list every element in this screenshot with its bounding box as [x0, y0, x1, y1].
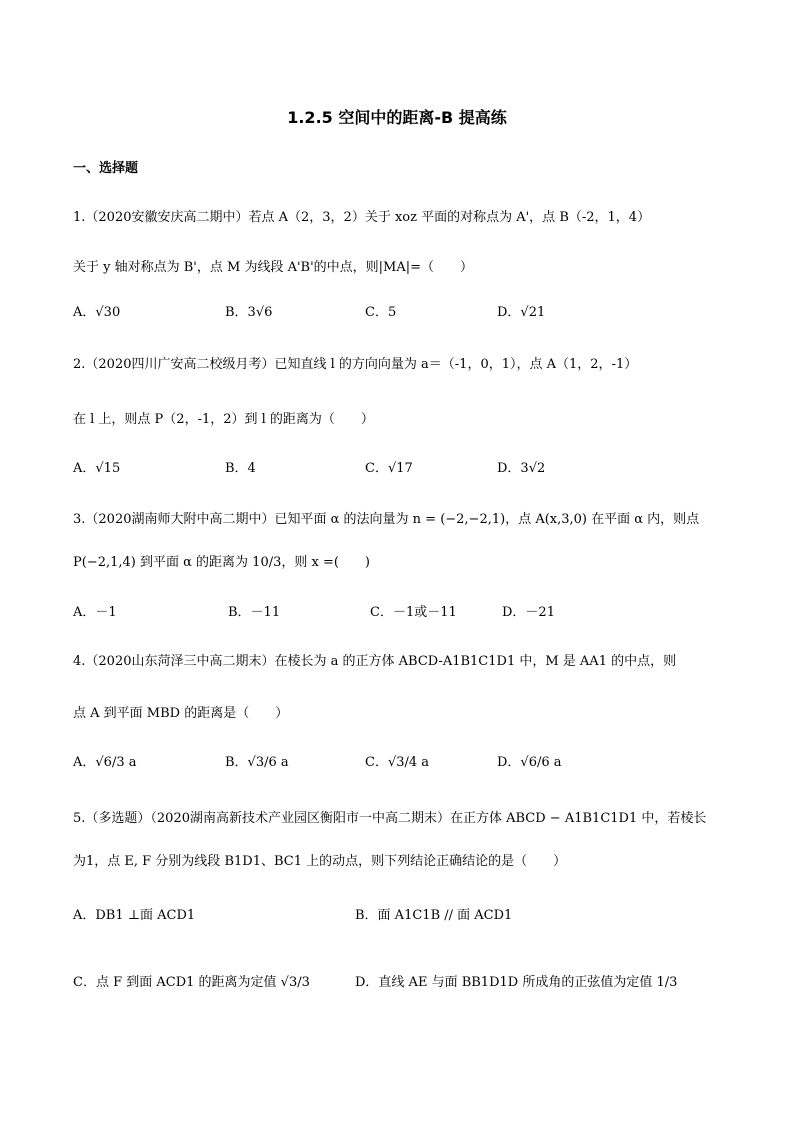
question-1-line-2: 关于 y 轴对称点为 B'，点 M 为线段 A'B'的中点，则|MA|=（ ）	[73, 260, 474, 275]
question-3-option-d: D．－21	[502, 605, 555, 620]
question-3-option-c: C．－1或－11	[370, 605, 457, 620]
question-3-line-2: P(−2,1,4) 到平面 α 的距离为 10/3，则 x =( )	[73, 555, 370, 570]
question-4-option-a: A．√6/3 a	[73, 755, 137, 770]
section-heading: 一、选择题	[73, 161, 139, 176]
page-title: 1.2.5 空间中的距离-B 提高练	[287, 108, 507, 127]
question-5-option-a: A．DB1 ⊥面 ACD1	[73, 908, 196, 923]
question-2-option-d: D．3√2	[497, 461, 546, 476]
question-1-option-a: A．√30	[73, 305, 121, 320]
question-3-option-a: A．－1	[73, 605, 117, 620]
question-2-option-b: B．4	[225, 461, 256, 476]
question-1-option-d: D．√21	[497, 305, 546, 320]
question-5-line-1: 5.（多选题）（2020湖南高新技术产业园区衡阳市一中高二期末）在正方体 ABCD − A1B1C1D1 中，若棱长	[73, 811, 707, 826]
question-4-option-c: C．√3/4 a	[365, 755, 430, 770]
question-4-option-b: B．√3/6 a	[225, 755, 289, 770]
question-4-line-1: 4.（2020山东菏泽三中高二期末）在棱长为 a 的正方体 ABCD-A1B1C1D1 中，M 是 AA1 的中点，则	[73, 654, 677, 669]
question-2-option-a: A．√15	[73, 461, 121, 476]
question-5-option-b: B．面 A1C1B // 面 ACD1	[355, 908, 513, 923]
question-5-option-d: D．直线 AE 与面 BB1D1D 所成角的正弦值为定值 1/3	[355, 975, 678, 990]
question-3-line-1: 3.（2020湖南师大附中高二期中）已知平面 α 的法向量为 n = (−2,−2,1)，点 A(x,3,0) 在平面 α 内，则点	[73, 512, 700, 527]
question-1-line-1: 1.（2020安徽安庆高二期中）若点 A（2，3，2）关于 xoz 平面的对称点为 A'，点 B（-2，1，4）	[73, 210, 651, 225]
question-3-option-b: B．－11	[228, 605, 281, 620]
question-1-option-c: C．5	[365, 305, 397, 320]
question-4-option-d: D．√6/6 a	[497, 755, 562, 770]
question-4-line-2: 点 A 到平面 MBD 的距离是（ ）	[73, 706, 289, 721]
question-5-line-2: 为1，点 E, F 分别为线段 B1D1、BC1 上的动点，则下列结论正确结论的是（ ）	[73, 854, 567, 869]
question-2-option-c: C．√17	[365, 461, 413, 476]
question-1-option-b: B．3√6	[225, 305, 273, 320]
question-2-line-2: 在 l 上，则点 P（2，-1，2）到 l 的距离为（ ）	[73, 412, 374, 427]
question-5-option-c: C．点 F 到面 ACD1 的距离为定值 √3/3	[73, 975, 310, 990]
question-2-line-1: 2.（2020四川广安高二校级月考）已知直线 l 的方向向量为 a＝（-1，0，1），点 A（1，2，-1）	[73, 357, 638, 372]
